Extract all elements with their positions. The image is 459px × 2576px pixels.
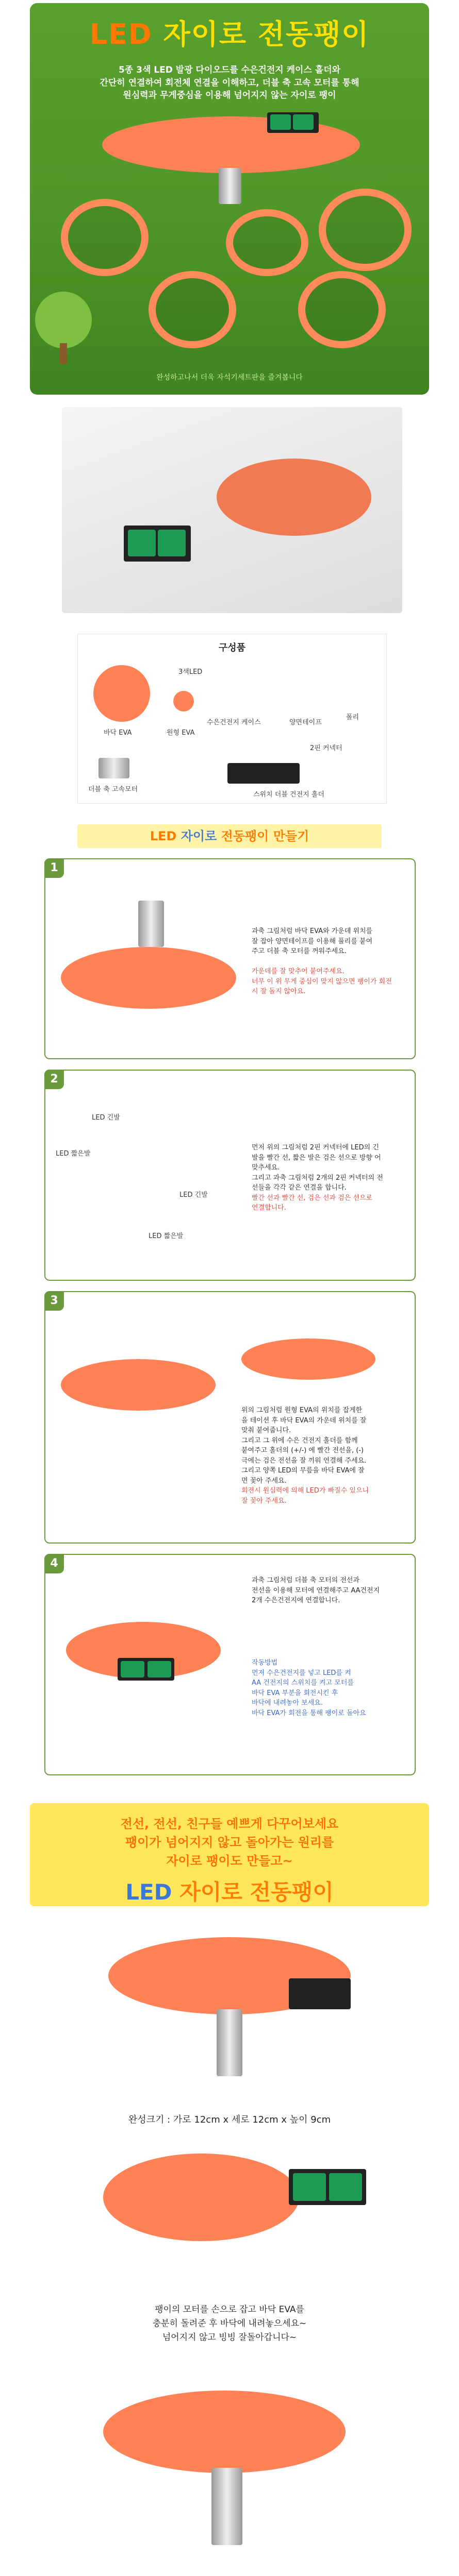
photo-battery-cell (128, 530, 156, 556)
step4-battery-cell (147, 1661, 171, 1677)
section-make-banner: LED 자이로 전동팽이 만들기 (77, 824, 382, 848)
step-4 (44, 1554, 416, 1775)
components-box (77, 634, 387, 804)
spinning-ring-image (226, 209, 308, 276)
spinning-ring-image (319, 189, 412, 271)
spinning-disc (103, 2154, 299, 2241)
hero-footnote: 완성하고나서 더욱 자석기세트판을 즐겨봅니다 (156, 374, 303, 382)
step-1 (44, 858, 416, 1059)
size-caption: 완성크기 : 가로 12cm x 세로 12cm x 높이 9cm (128, 2114, 331, 2125)
led-glow-disc (103, 2391, 346, 2473)
battery-cell-image (270, 114, 291, 130)
step-number: 3 (44, 1291, 64, 1311)
step1-text: 과축 그림처럼 바닥 EVA와 가운데 위치를 잘 잡아 양면테이프를 이용해 풀리를 붙여 주고 더블 축 모터를 꺼워주세요. 가운데를 잘 맞추어 붙여주세요. 너무 이 위 무게 중심이 맞지 않으면 팽이가 회전 시 잘 돌지 않아요. (252, 927, 392, 995)
hero-title: LED 자이로 전동팽이 (89, 18, 370, 50)
label-3color-led: 3색LED (178, 668, 203, 676)
step3-disc-image-2 (241, 1338, 375, 1380)
spin-caption: 팽이의 모터를 손으로 잡고 바닥 EVA를 충분히 돌려준 후 바닥에 내려놓으세요~ 넘어지지 않고 빙빙 잘돌아갑니다~ (152, 2304, 307, 2343)
product-photo (62, 407, 402, 613)
components-title: 구성품 (218, 642, 246, 653)
battery-cell-image (293, 114, 314, 130)
label-battery-holder: 스위치 더블 건전지 홀더 (253, 791, 324, 799)
component-battery-holder (227, 763, 300, 784)
hero-description: 5종 3색 LED 발광 다이오드를 수은건전지 케이스 홀더와 간단히 연결하여 회전체 연결을 이해하고, 더블 축 고속 모터를 통해 원심력과 무게중심을 이용해 넘어지지 않는 자이로 팽이 (100, 65, 359, 101)
round-eva-image (173, 691, 194, 711)
spinning-battery-cell (329, 2173, 362, 2201)
label-connector: 2핀 커넥터 (310, 744, 342, 752)
step1-motor-image (138, 901, 164, 947)
step-number: 2 (44, 1070, 64, 1089)
step2-text: 먼저 위의 그림처럼 2핀 커넥터에 LED의 긴 발을 빨간 선, 짧은 발은 검은 선으로 방향 어 맞추세요. 그리고 과축 그림처럼 2개의 2핀 커넥터의 전 선들을 각각 같은 연결을 합니다. 빨간 선과 빨간 선, 검은 선과 검은 선으로 연결합니다. (252, 1144, 383, 1212)
label-pulley: 폴리 (346, 714, 359, 721)
spinning-ring-image (149, 271, 236, 348)
step4-battery-cell (121, 1661, 144, 1677)
step-number: 1 (44, 858, 64, 878)
hero-banner (30, 3, 429, 395)
label-motor: 더블 축 고속모터 (88, 786, 138, 793)
finish-line-3: 자이로 팽이도 만들고~ (166, 1854, 293, 1868)
top-disc-image (102, 116, 360, 173)
step1-disc-image (61, 947, 236, 1009)
finish-line-2: 팽이가 넘어지지 않고 돌아가는 원리를 (125, 1835, 334, 1850)
spinning-battery-cell (293, 2173, 326, 2201)
step-2 (44, 1070, 416, 1281)
label-bottom-eva: 바닥 EVA (104, 729, 132, 737)
step3-text: 위의 그림처럼 원형 EVA의 위치를 잡게한 을 테이션 후 바닥 EVA의 가운데 위치를 잘 맞춰 붙여줍니다. 그리고 그 위에 수은 건전지 홀더를 함께 붙여주고 홀더의 (+/-) 에 빨간 전선을, (-) 극에는 검은 전선을 잘 끼워 연결해 주세요. 그리고 양쪽 LED의 무릎을 바닥 EVA에 잘 면 꽃아 주세요. 회전시 원심력에 의해 LED가 빠질수 있으니 잘 꽃아 주세요. (241, 1406, 369, 1505)
label-round-eva: 원형 EVA (167, 729, 195, 737)
component-motor (99, 758, 129, 778)
led-long-label: LED 긴발 (92, 1114, 120, 1122)
step4-text: 과축 그림처럼 더블 축 모터의 전선과 전선을 이용해 모터에 연결해주고 AA건전지 2개 수은건전지에 연결합니다. (252, 1577, 380, 1604)
tree-trunk-decoration (60, 343, 67, 364)
step-number: 4 (44, 1554, 64, 1573)
photo-battery-cell (158, 530, 186, 556)
completed-battery-holder (289, 1978, 351, 2009)
step3-disc-image (61, 1359, 216, 1411)
label-tape: 양면테이프 (289, 719, 322, 726)
finish-banner (30, 1803, 429, 1906)
spinning-ring-image (298, 271, 386, 348)
completed-motor (217, 2009, 242, 2076)
step4-howto: 작동방법 먼저 수은건전지를 넣고 LED를 켜 AA 건전지의 스위치를 켜고 모터를 바닥 EVA 부분을 회전시킨 후 바닥에 내려놓아 보세요. 바닥 EVA가 회전을 통해 팽이로 돌아요 (252, 1659, 366, 1717)
photo-disc (217, 459, 371, 536)
step-3 (44, 1291, 416, 1544)
finish-line-1: 전선, 전선, 친구들 예쁘게 다꾸어보세요 (120, 1817, 339, 1831)
led-motor (211, 2468, 242, 2545)
tree-decoration (35, 292, 92, 348)
led-short-label-2: LED 짧은발 (149, 1232, 184, 1240)
finish-title: LED 자이로 전동팽이 (125, 1879, 334, 1905)
label-mercury-case: 수은건전지 케이스 (207, 719, 261, 726)
led-short-label: LED 짧은발 (56, 1150, 91, 1158)
bottom-eva-image (93, 665, 150, 722)
spinning-ring-image (61, 199, 149, 276)
led-long-label-2: LED 긴발 (179, 1191, 208, 1199)
motor-image (219, 168, 241, 204)
